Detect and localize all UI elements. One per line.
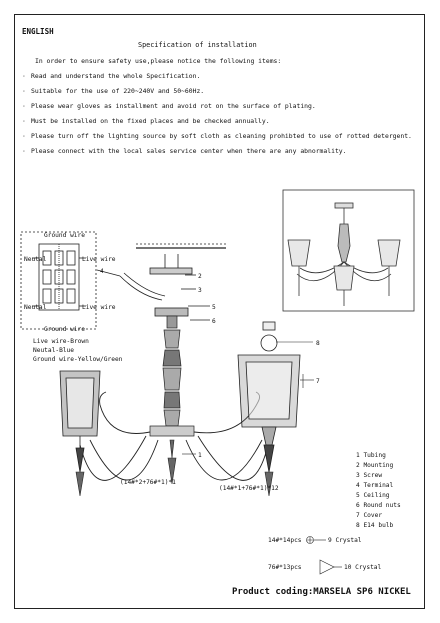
- neutral-wire-label-2: Neutal: [24, 304, 47, 311]
- right-shade: [238, 322, 300, 472]
- product-code: Product coding:MARSELA SP6 NICKEL: [232, 587, 411, 597]
- chandelier-stem: [150, 316, 194, 436]
- callout-round-nuts: 6: [212, 318, 216, 325]
- left-shade: [60, 371, 100, 472]
- parts-list-item: 2 Mounting: [356, 462, 394, 469]
- callout-screw: 3: [198, 287, 202, 294]
- wire-color-legend-item: Live wire-Brown: [33, 338, 89, 345]
- neutral-wire-label: Neutal: [24, 256, 47, 263]
- instruction-item: · Read and understand the whole Specification.: [22, 72, 201, 80]
- wiring-terminal-diagram: [21, 232, 120, 329]
- callout-terminal: 4: [100, 268, 104, 275]
- instruction-item: · Must be installed on the fixed places and be checked annually.: [22, 117, 270, 125]
- wire-color-legend-item: Neutal-Blue: [33, 347, 74, 354]
- callout-mounting: 2: [198, 273, 202, 280]
- parts-list-item: 4 Terminal: [356, 482, 394, 489]
- crystal-quantity: 14#*14pcs: [268, 537, 302, 544]
- left-chain-dimension: (14#*2+76#*1)*1: [120, 479, 176, 486]
- parts-list-item: 1 Tubing: [356, 452, 386, 459]
- live-wire-label-2: Live wire: [82, 304, 116, 311]
- ceiling-mount-drawing: [120, 244, 226, 320]
- language-heading: ENGLISH: [22, 27, 54, 36]
- callout-tubing: 1: [198, 452, 202, 459]
- wire-color-legend-item: Ground wire-Yellow/Green: [33, 356, 123, 363]
- callout-cover: 7: [316, 378, 320, 385]
- instruction-item: · Suitable for the use of 220~240V and 50~60Hz.: [22, 87, 205, 95]
- parts-list-item: 6 Round nuts: [356, 502, 401, 509]
- right-chain-dimension: (14#*1+76#*1)*12: [219, 485, 279, 492]
- instruction-item: · Please connect with the local sales service center when there are any abnormality.: [22, 147, 347, 155]
- callout-bulb: 8: [316, 340, 320, 347]
- preview-illustration: [283, 190, 414, 311]
- instruction-item: · Please turn off the lighting source by soft cloth as cleaning prohibted to use of rotted detergent.: [22, 132, 412, 140]
- crystal-label: 9 Crystal: [328, 537, 362, 544]
- instruction-item: · Please wear gloves as installment and avoid rot on the surface of plating.: [22, 102, 316, 110]
- ground-wire-top-label: Ground wire: [44, 232, 85, 239]
- parts-list-item: 8 E14 bulb: [356, 522, 394, 529]
- live-wire-label: Live wire: [82, 256, 116, 263]
- crystal-quantity: 76#*13pcs: [268, 564, 302, 571]
- page-title: Specification of installation: [138, 41, 257, 49]
- crystal-drops: [76, 440, 334, 574]
- parts-list-item: 7 Cover: [356, 512, 383, 519]
- crystal-label: 10 Crystal: [344, 564, 382, 571]
- ground-wire-bottom-label: Ground wire: [44, 326, 85, 333]
- parts-list-item: 5 Ceiling: [356, 492, 390, 499]
- intro-text: In order to ensure safety use,please notice the following items:: [35, 57, 282, 65]
- parts-list-item: 3 Screw: [356, 472, 383, 479]
- callout-ceiling: 5: [212, 304, 216, 311]
